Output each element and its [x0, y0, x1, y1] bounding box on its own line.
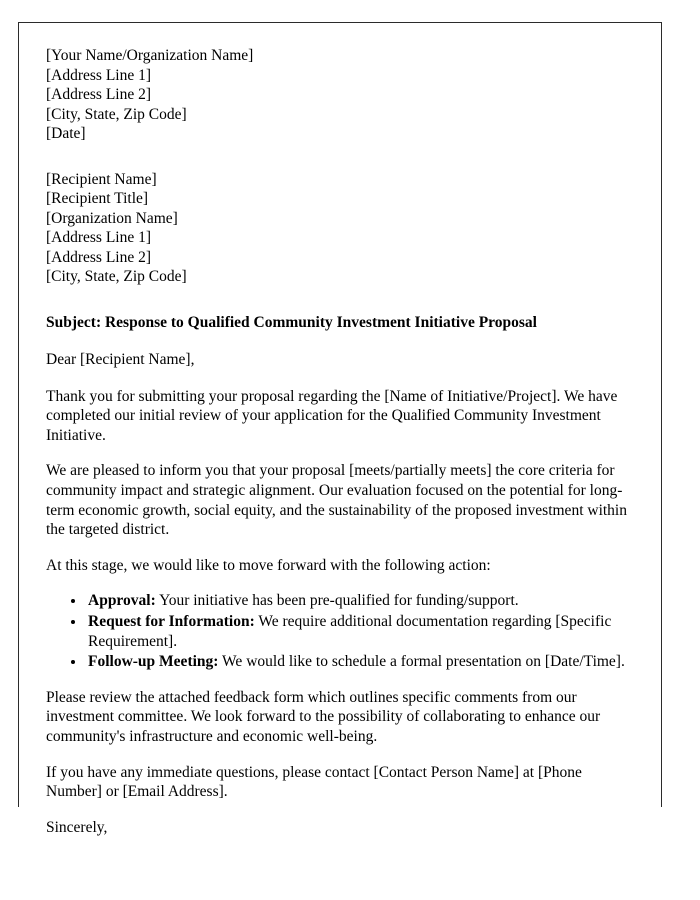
letter-body [46, 46, 636, 837]
sender-line: [Address Line 1] [46, 66, 152, 84]
recipient-line: [Recipient Title] [46, 190, 149, 207]
subject-line: Subject: Response to Qualified Community Investment Initiative Proposal [46, 313, 537, 331]
subject-spacer [46, 301, 636, 313]
action-list-item [86, 591, 636, 611]
address-spacer [46, 158, 636, 170]
closing-paragraph-2: If you have any immediate questions, please contact [Contact Person Name] at [Phone Number] or [Email Address]. [46, 763, 582, 801]
action-label: Follow-up Meeting: [88, 653, 219, 671]
sender-line: [City, State, Zip Code] [46, 105, 187, 123]
recipient-line: [City, State, Zip Code] [46, 268, 187, 285]
sender-date-line: [Date] [46, 125, 86, 142]
recipient-line: [Organization Name] [46, 209, 178, 227]
recipient-address-block [46, 170, 636, 287]
body-paragraph-3: At this stage, we would like to move forward with the following action: [46, 556, 491, 574]
body-paragraph-1: Thank you for submitting your proposal regarding the [Name of Initiative/Project]. We have completed our initial review of your application for the Qualified Community Investment Initiative. [46, 387, 618, 444]
action-text: We would like to schedule a formal presentation on [Date/Time]. [218, 653, 625, 671]
body-paragraph-2: We are pleased to inform you that your proposal [meets/partially meets] the core criteria for community impact and strategic alignment. Our evaluation focused on the potential for long-term economic growth, social equity, and the sustainability of the proposed investment within the targeted district. [46, 462, 627, 539]
salutation: Dear [Recipient Name], [46, 351, 195, 369]
sender-line: [Address Line 2] [46, 86, 152, 103]
action-list-item [86, 612, 636, 651]
action-text: Your initiative has been pre-qualified for funding/support. [155, 592, 519, 610]
action-list-item [86, 652, 636, 672]
sender-address-block [46, 46, 636, 144]
action-label: Request for Information: [88, 613, 255, 631]
recipient-line: [Recipient Name] [46, 170, 157, 188]
action-text: We require additional documentation regarding [Specific Requirement]. [88, 613, 612, 650]
action-list [46, 591, 636, 671]
closing-paragraph-1: Please review the attached feedback form which outlines specific comments from our investment committee. We look forward to the possibility of collaborating to enhance our community's infrastructure and economic well-being. [46, 688, 601, 745]
signoff: Sincerely, [46, 818, 108, 836]
recipient-line: [Address Line 1] [46, 229, 152, 246]
sender-line: [Your Name/Organization Name] [46, 47, 254, 64]
action-label: Approval: [88, 592, 156, 610]
recipient-line: [Address Line 2] [46, 248, 152, 266]
